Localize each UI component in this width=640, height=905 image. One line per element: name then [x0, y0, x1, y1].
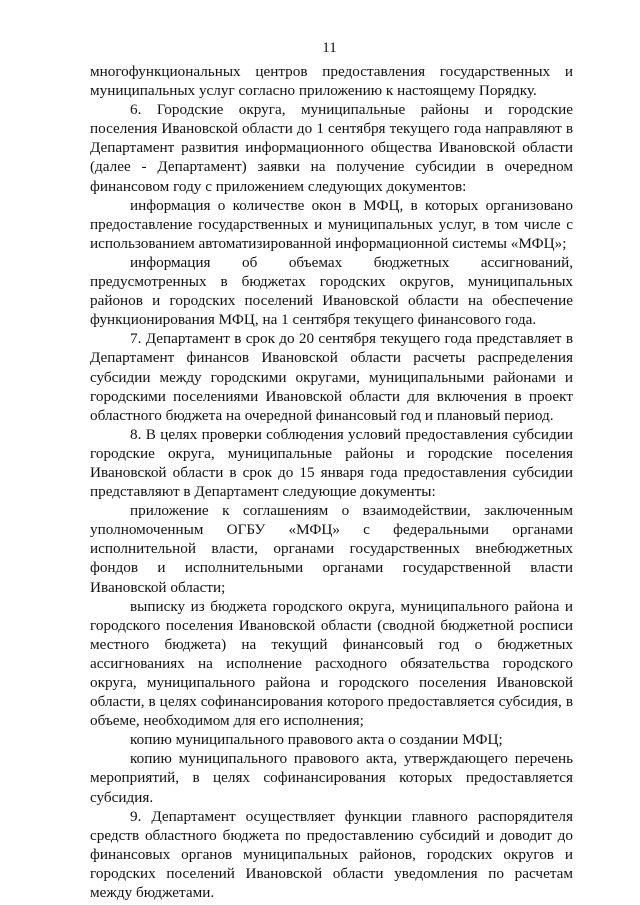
page-number: 11: [322, 40, 337, 56]
paragraph-item-8-doc-act-measures: копию муниципального правового акта, утверждающего перечень мероприятий, в целях софинансирования которых предоставляется субсидия.: [90, 750, 573, 806]
paragraph-item-6: 6. Городские округа, муниципальные районы и городские поселения Ивановской области до 1 сентября текущего года направляют в Департамент развития информационного общества Ивановской области (далее - Департамент) заявки на получение субсидии в очередном финансовом году с приложением следующих документов:: [90, 101, 573, 195]
paragraph-item-8-doc-agreements: приложение к соглашениям о взаимодействии, заключенным уполномоченным ОГБУ «МФЦ» с федеральными органами исполнительной власти, органами государственных внебюджетных фондов и исполнительными органами государственной власти Ивановской области;: [90, 502, 573, 596]
paragraph-item-8: 8. В целях проверки соблюдения условий предоставления субсидии городские округа, муниципальные районы и городские поселения Ивановской области в срок до 15 января года предоставления субсидии представляют в Департамент следующие документы:: [90, 425, 573, 501]
document-page: [90, 38, 573, 902]
paragraph-item-9: 9. Департамент осуществляет функции главного распорядителя средств областного бюджета по предоставлению субсидий и доводит до финансовых органов муниципальных районов, городских округов и городских поселений Ивановской области уведомления по расчетам между бюджетами.: [90, 807, 573, 902]
paragraph-item-7: 7. Департамент в срок до 20 сентября текущего года представляет в Департамент финансов Ивановской области расчеты распределения субсидии между городскими округами, муниципальными районами и городскими поселениями Ивановской области для включения в проект областного бюджета на очередной финансовый год и плановый период.: [90, 330, 573, 424]
paragraph-item-8-doc-act-creation: копию муниципального правового акта о создании МФЦ;: [130, 731, 503, 749]
paragraph-item-6-doc-budget: информация об объемах бюджетных ассигнований, предусмотренных в бюджетах городских округов, муниципальных районов и городских поселений Ивановской области на обеспечение функционирования МФЦ, на 1 сентября текущего финансового года.: [90, 253, 573, 329]
paragraph-continuation: многофункциональных центров предоставления государственных и муниципальных услуг согласно приложению к настоящему Порядку.: [90, 63, 573, 100]
paragraph-item-8-doc-extract: выписку из бюджета городского округа, муниципального района и городского поселения Ивановской области (сводной бюджетной росписи местного бюджета) на текущий финансовый год о бюджетных ассигнованиях на исполнение расходного обязательства городского округа, муниципального района и городского поселения Ивановской области, в целях софинансирования которого предоставляется субсидия, в объеме, необходимом для его исполнения;: [90, 597, 573, 730]
paragraph-item-6-doc-windows: информация о количестве окон в МФЦ, в которых организовано предоставление государственных и муниципальных услуг, в том числе с использованием автоматизированной информационной системы «МФЦ»;: [90, 196, 573, 252]
